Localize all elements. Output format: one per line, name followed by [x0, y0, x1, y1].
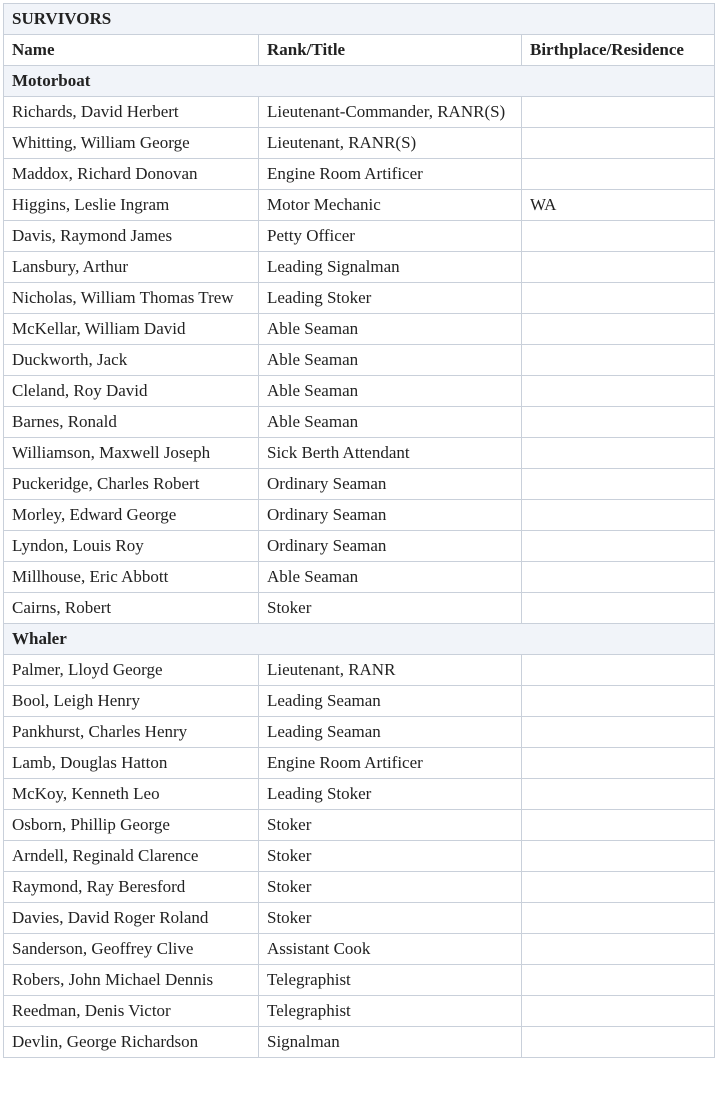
- table-title: SURVIVORS: [4, 4, 715, 35]
- cell-rank: Stoker: [259, 593, 522, 624]
- cell-residence: [522, 841, 715, 872]
- cell-name: Devlin, George Richardson: [4, 1027, 259, 1058]
- cell-name: Davis, Raymond James: [4, 221, 259, 252]
- table-row: [4, 1027, 715, 1058]
- cell-name: Reedman, Denis Victor: [4, 996, 259, 1027]
- table-row: [4, 562, 715, 593]
- cell-name: Maddox, Richard Donovan: [4, 159, 259, 190]
- cell-name: Lansbury, Arthur: [4, 252, 259, 283]
- cell-rank: Ordinary Seaman: [259, 469, 522, 500]
- column-header-name: Name: [4, 35, 259, 66]
- cell-residence: [522, 438, 715, 469]
- table-row: [4, 655, 715, 686]
- cell-residence: [522, 593, 715, 624]
- table-row: [4, 903, 715, 934]
- table-row: [4, 996, 715, 1027]
- cell-residence: [522, 376, 715, 407]
- cell-rank: Motor Mechanic: [259, 190, 522, 221]
- cell-residence: [522, 97, 715, 128]
- table-row: [4, 965, 715, 996]
- cell-residence: [522, 469, 715, 500]
- cell-name: Osborn, Phillip George: [4, 810, 259, 841]
- cell-rank: Able Seaman: [259, 407, 522, 438]
- column-header-row: [4, 35, 715, 66]
- cell-rank: Ordinary Seaman: [259, 531, 522, 562]
- cell-rank: Stoker: [259, 841, 522, 872]
- survivors-table-body: [4, 4, 715, 1058]
- cell-residence: [522, 407, 715, 438]
- cell-residence: [522, 655, 715, 686]
- cell-residence: [522, 872, 715, 903]
- cell-residence: [522, 500, 715, 531]
- cell-rank: Engine Room Artificer: [259, 159, 522, 190]
- cell-residence: [522, 965, 715, 996]
- cell-residence: [522, 252, 715, 283]
- cell-residence: [522, 903, 715, 934]
- cell-rank: Assistant Cook: [259, 934, 522, 965]
- cell-residence: [522, 810, 715, 841]
- cell-residence: [522, 748, 715, 779]
- section-label: Motorboat: [4, 66, 715, 97]
- cell-name: Cairns, Robert: [4, 593, 259, 624]
- cell-name: Nicholas, William Thomas Trew: [4, 283, 259, 314]
- table-row: [4, 314, 715, 345]
- cell-name: McKoy, Kenneth Leo: [4, 779, 259, 810]
- cell-name: Millhouse, Eric Abbott: [4, 562, 259, 593]
- table-row: [4, 717, 715, 748]
- cell-residence: [522, 531, 715, 562]
- cell-rank: Ordinary Seaman: [259, 500, 522, 531]
- table-row: [4, 779, 715, 810]
- cell-name: Lyndon, Louis Roy: [4, 531, 259, 562]
- table-row: [4, 128, 715, 159]
- cell-rank: Leading Seaman: [259, 686, 522, 717]
- table-row: [4, 841, 715, 872]
- cell-residence: WA: [522, 190, 715, 221]
- cell-name: Duckworth, Jack: [4, 345, 259, 376]
- cell-name: Sanderson, Geoffrey Clive: [4, 934, 259, 965]
- cell-residence: [522, 345, 715, 376]
- table-row: [4, 469, 715, 500]
- table-row: [4, 531, 715, 562]
- cell-rank: Lieutenant, RANR(S): [259, 128, 522, 159]
- cell-rank: Lieutenant, RANR: [259, 655, 522, 686]
- cell-name: Robers, John Michael Dennis: [4, 965, 259, 996]
- table-row: [4, 221, 715, 252]
- cell-name: Davies, David Roger Roland: [4, 903, 259, 934]
- table-row: [4, 593, 715, 624]
- column-header-rank: Rank/Title: [259, 35, 522, 66]
- cell-rank: Stoker: [259, 903, 522, 934]
- cell-rank: Stoker: [259, 872, 522, 903]
- cell-residence: [522, 934, 715, 965]
- cell-rank: Lieutenant-Commander, RANR(S): [259, 97, 522, 128]
- cell-name: Cleland, Roy David: [4, 376, 259, 407]
- cell-rank: Able Seaman: [259, 376, 522, 407]
- section-header-row: [4, 66, 715, 97]
- table-title-row: [4, 4, 715, 35]
- cell-rank: Signalman: [259, 1027, 522, 1058]
- cell-residence: [522, 159, 715, 190]
- table-row: [4, 872, 715, 903]
- cell-rank: Leading Stoker: [259, 283, 522, 314]
- cell-rank: Leading Seaman: [259, 717, 522, 748]
- cell-rank: Telegraphist: [259, 965, 522, 996]
- cell-name: Puckeridge, Charles Robert: [4, 469, 259, 500]
- survivors-table: [3, 3, 715, 1058]
- cell-rank: Sick Berth Attendant: [259, 438, 522, 469]
- table-row: [4, 252, 715, 283]
- table-row: [4, 190, 715, 221]
- cell-residence: [522, 686, 715, 717]
- cell-rank: Stoker: [259, 810, 522, 841]
- cell-rank: Leading Stoker: [259, 779, 522, 810]
- cell-rank: Able Seaman: [259, 345, 522, 376]
- table-row: [4, 810, 715, 841]
- cell-name: Barnes, Ronald: [4, 407, 259, 438]
- cell-residence: [522, 128, 715, 159]
- cell-name: Bool, Leigh Henry: [4, 686, 259, 717]
- cell-rank: Telegraphist: [259, 996, 522, 1027]
- cell-name: Richards, David Herbert: [4, 97, 259, 128]
- cell-name: Morley, Edward George: [4, 500, 259, 531]
- cell-name: Palmer, Lloyd George: [4, 655, 259, 686]
- section-label: Whaler: [4, 624, 715, 655]
- cell-residence: [522, 779, 715, 810]
- section-header-row: [4, 624, 715, 655]
- cell-residence: [522, 314, 715, 345]
- table-row: [4, 686, 715, 717]
- cell-name: Williamson, Maxwell Joseph: [4, 438, 259, 469]
- table-row: [4, 407, 715, 438]
- cell-name: Whitting, William George: [4, 128, 259, 159]
- cell-name: Pankhurst, Charles Henry: [4, 717, 259, 748]
- cell-residence: [522, 717, 715, 748]
- cell-residence: [522, 1027, 715, 1058]
- table-row: [4, 500, 715, 531]
- cell-rank: Engine Room Artificer: [259, 748, 522, 779]
- table-row: [4, 345, 715, 376]
- cell-residence: [522, 996, 715, 1027]
- table-row: [4, 934, 715, 965]
- cell-name: Raymond, Ray Beresford: [4, 872, 259, 903]
- cell-residence: [522, 562, 715, 593]
- table-row: [4, 159, 715, 190]
- cell-rank: Leading Signalman: [259, 252, 522, 283]
- table-row: [4, 438, 715, 469]
- table-row: [4, 97, 715, 128]
- table-row: [4, 283, 715, 314]
- cell-name: Higgins, Leslie Ingram: [4, 190, 259, 221]
- cell-name: Arndell, Reginald Clarence: [4, 841, 259, 872]
- table-row: [4, 376, 715, 407]
- column-header-residence: Birthplace/Residence: [522, 35, 715, 66]
- cell-rank: Able Seaman: [259, 562, 522, 593]
- cell-rank: Petty Officer: [259, 221, 522, 252]
- table-row: [4, 748, 715, 779]
- cell-name: Lamb, Douglas Hatton: [4, 748, 259, 779]
- cell-name: McKellar, William David: [4, 314, 259, 345]
- cell-residence: [522, 283, 715, 314]
- cell-residence: [522, 221, 715, 252]
- cell-rank: Able Seaman: [259, 314, 522, 345]
